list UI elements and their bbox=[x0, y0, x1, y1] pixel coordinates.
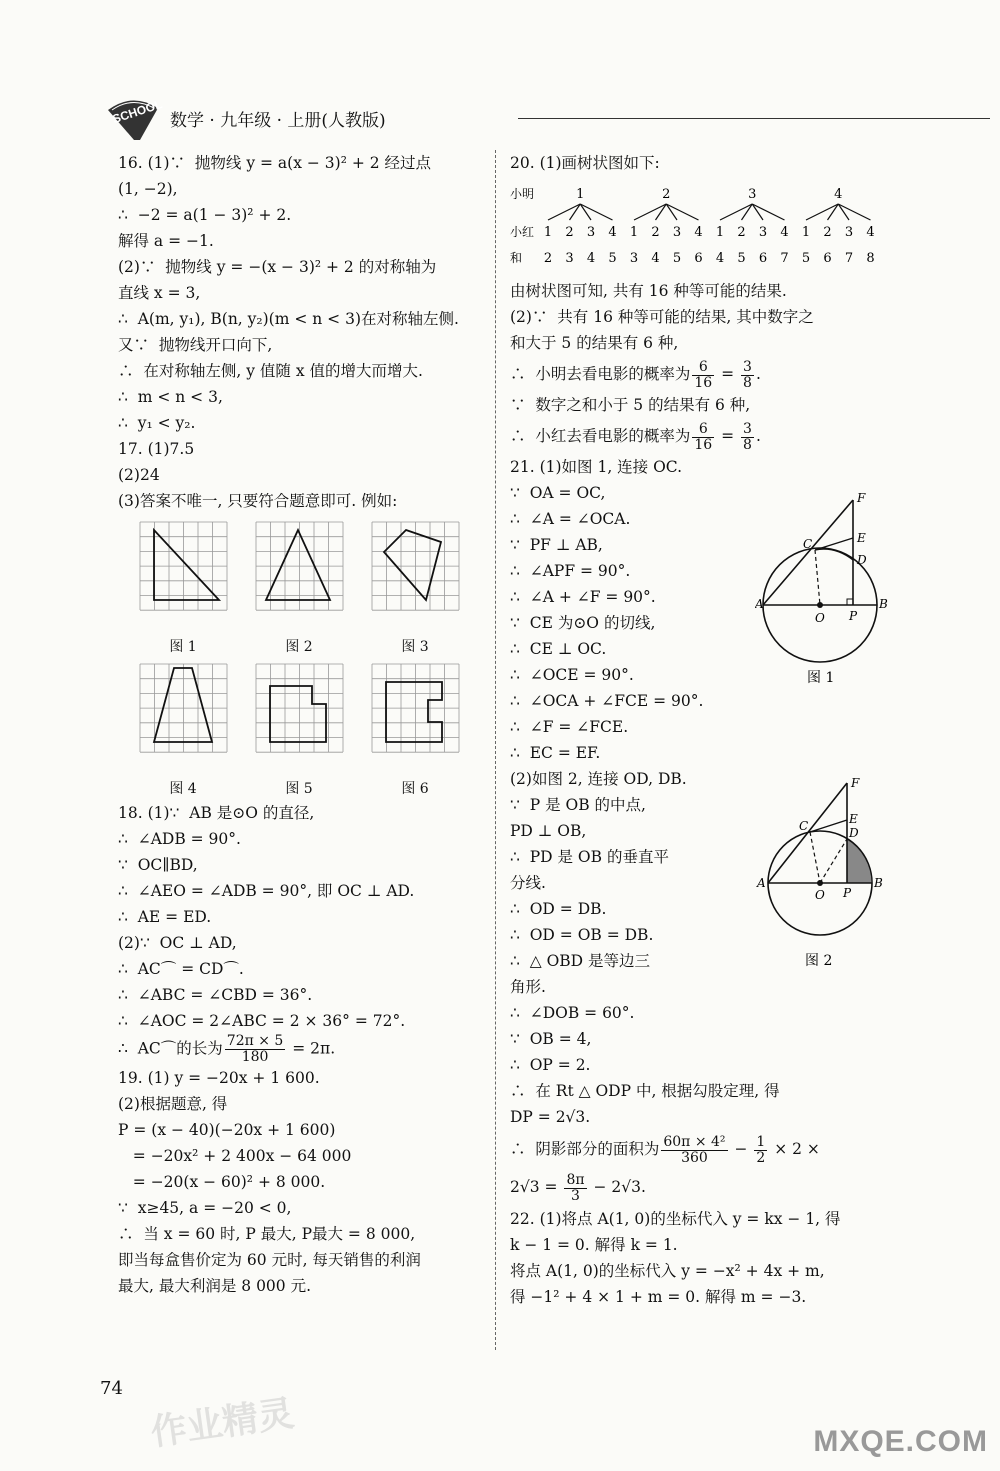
text-line: ∵ OC∥BD, bbox=[118, 856, 198, 874]
school-logo-icon bbox=[100, 90, 164, 142]
text-line: ∴ 当 x = 60 时, P 最大, P最大 = 8 000, bbox=[118, 1225, 416, 1243]
tree-sum: 8 bbox=[866, 251, 875, 266]
text-line: (2)如图 2, 连接 OD, DB. bbox=[510, 770, 687, 788]
text-line: ∵ P 是 OB 的中点, bbox=[510, 796, 646, 814]
text-line: 17. (1)7.5 bbox=[118, 440, 195, 458]
tree-root: 4 bbox=[834, 187, 843, 202]
text-line: ∴ ∠OCE = 90°. bbox=[510, 666, 634, 684]
text-line: ∴ ∠ADB = 90°. bbox=[118, 830, 241, 848]
tree-leaf: 1 bbox=[629, 225, 639, 240]
grid-kite-icon bbox=[366, 520, 464, 630]
tree-leaf: 4 bbox=[780, 225, 789, 240]
tree-sum: 4 bbox=[586, 251, 596, 266]
text-line: ∵ x≥45, a = −20 < 0, bbox=[118, 1199, 292, 1217]
tree-leaf: 3 bbox=[672, 225, 682, 240]
tree-sum: 7 bbox=[780, 251, 789, 266]
text-line: ∴ ∠A + ∠F = 90°. bbox=[510, 588, 656, 606]
text-line: 又∵ 抛物线开口向下, bbox=[118, 336, 273, 354]
tree-leaf: 4 bbox=[608, 225, 617, 240]
text-line: ∴ ∠AEO = ∠ADB = 90°, 即 OC ⊥ AD. bbox=[118, 882, 415, 900]
text-line: ∵ CE 为⊙O 的切线, bbox=[510, 614, 656, 632]
tree-leaf: 2 bbox=[823, 225, 832, 240]
text-line: 22. (1)将点 A(1, 0)的坐标代入 y = kx − 1, 得 bbox=[510, 1210, 841, 1228]
tree-root: 1 bbox=[576, 187, 585, 202]
tree-sum: 4 bbox=[715, 251, 725, 266]
column-divider bbox=[495, 150, 496, 1350]
tree-sum: 3 bbox=[629, 251, 639, 266]
circle-figure-1 bbox=[755, 490, 895, 700]
figure-1-label: 图 1 bbox=[169, 639, 197, 655]
text-line: ∴ AC⌒ = CD⌒. bbox=[118, 960, 244, 978]
right-answers-20 bbox=[510, 278, 890, 356]
grid-c-shape-icon bbox=[366, 662, 464, 772]
text-line: (2)∵ OC ⊥ AD, bbox=[118, 934, 237, 952]
fig2-point-C: C bbox=[799, 819, 809, 833]
figure-3-label: 图 3 bbox=[401, 639, 429, 655]
tree-sum: 2 bbox=[543, 251, 553, 266]
text-line: ∴ 在 Rt △ ODP 中, 根据勾股定理, 得 bbox=[510, 1082, 780, 1100]
left-answers-16-17 bbox=[118, 150, 480, 514]
tree-diagram bbox=[510, 184, 890, 268]
figure-3 bbox=[366, 520, 464, 656]
text-line: P = (x − 40)(−20x + 1 600) bbox=[118, 1121, 336, 1139]
figure-5-label: 图 5 bbox=[285, 781, 313, 797]
school-badge-text: SCHOOL bbox=[110, 97, 164, 127]
fig2-point-E: E bbox=[849, 812, 858, 826]
text-line: 最大, 最大利润是 8 000 元. bbox=[118, 1277, 312, 1295]
figure-row-2 bbox=[134, 662, 480, 798]
text-line: ∴ m < n < 3, bbox=[118, 388, 223, 406]
text-line: ∴ OD = OB = DB. bbox=[510, 926, 654, 944]
fig2-point-B: B bbox=[874, 876, 883, 890]
fig2-point-O: O bbox=[815, 888, 825, 902]
header-title: 数学 · 九年级 · 上册(人教版) bbox=[170, 111, 386, 131]
text-line: DP = 2√3. bbox=[510, 1108, 591, 1126]
text-line: ∴ ∠OCA + ∠FCE = 90°. bbox=[510, 692, 704, 710]
left-answers-18 bbox=[118, 800, 480, 1034]
tree-leaf: 3 bbox=[586, 225, 596, 240]
text-line: ∴ CE ⊥ OC. bbox=[510, 640, 607, 658]
fig2-point-F: F bbox=[851, 776, 860, 790]
fig1-point-C: C bbox=[803, 537, 813, 551]
tree-sum: 6 bbox=[823, 251, 832, 266]
grid-trapezoid-icon bbox=[134, 662, 232, 772]
text-line: ∴ AE = ED. bbox=[118, 908, 212, 926]
fig2-point-P: P bbox=[843, 886, 852, 900]
text-line: 和大于 5 的结果有 6 种, bbox=[510, 334, 679, 352]
area-line-2: 2√3 = $\frac{8\pi}{3}$ − 2√3. bbox=[510, 1171, 646, 1204]
page-header bbox=[100, 90, 900, 140]
right-answers-22 bbox=[510, 1206, 890, 1310]
figure-6 bbox=[366, 662, 464, 798]
tree-leaf: 4 bbox=[694, 225, 703, 240]
text-line: ∵ PF ⊥ AB, bbox=[510, 536, 603, 554]
text-line: (3)答案不唯一, 只要符合题意即可. 例如: bbox=[118, 492, 398, 510]
text-line: 直线 x = 3, bbox=[118, 284, 201, 302]
tree-sum: 5 bbox=[672, 251, 682, 266]
tree-leaf: 2 bbox=[737, 225, 746, 240]
text-line: PD ⊥ OB, bbox=[510, 822, 587, 840]
tree-leaf: 1 bbox=[715, 225, 725, 240]
fig1-point-A: A bbox=[755, 597, 764, 611]
text-line: (2)∵ 共有 16 种等可能的结果, 其中数字之 bbox=[510, 308, 814, 326]
text-line: 分线. bbox=[510, 874, 546, 892]
fig1-point-F: F bbox=[857, 491, 866, 505]
text-line: (2)根据题意, 得 bbox=[118, 1095, 228, 1113]
text-line: ∴ ∠AOC = 2∠ABC = 2 × 36° = 72°. bbox=[118, 1012, 406, 1030]
prob-xiaoming-line: ∴ 小明去看电影的概率为 $\frac{6}{16}$ = $\frac{3}{8}$ . bbox=[510, 358, 761, 391]
arc-fraction: $\frac{72\pi \times 5}{180}$ bbox=[226, 1033, 284, 1065]
tree-sum: 6 bbox=[694, 251, 703, 266]
text-line: 解得 a = −1. bbox=[118, 232, 214, 250]
text-line: ∴ y₁ < y₂. bbox=[118, 414, 196, 432]
text-line: (2)24 bbox=[118, 466, 160, 484]
text-line: ∴ −2 = a(1 − 3)² + 2. bbox=[118, 206, 292, 224]
tree-sum: 3 bbox=[565, 251, 574, 266]
grid-triangle-right-icon bbox=[134, 520, 232, 630]
tree-leaf: 4 bbox=[866, 225, 875, 240]
page-number: 74 bbox=[100, 1378, 123, 1399]
tree-sum: 5 bbox=[608, 251, 617, 266]
tree-sum: 6 bbox=[758, 251, 768, 266]
text-line: ∴ OD = DB. bbox=[510, 900, 607, 918]
figure-6-label: 图 6 bbox=[401, 781, 429, 797]
tree-leaf: 1 bbox=[543, 225, 553, 240]
text-line: ∴ △ OBD 是等边三 bbox=[510, 952, 651, 970]
fig1-point-E: E bbox=[857, 531, 866, 545]
text-line: 19. (1) y = −20x + 1 600. bbox=[118, 1069, 320, 1087]
watermark-site: MXQE.COM bbox=[813, 1425, 988, 1458]
text-line: (2)∵ 抛物线 y = −(x − 3)² + 2 的对称轴为 bbox=[118, 258, 437, 276]
tree-root: 2 bbox=[662, 187, 671, 202]
text-line: ∴ ∠ABC = ∠CBD = 36°. bbox=[118, 986, 313, 1004]
text-line: ∴ OP = 2. bbox=[510, 1056, 591, 1074]
left-column bbox=[118, 150, 480, 1299]
tree-leaf: 3 bbox=[844, 225, 854, 240]
figure-4-label: 图 4 bbox=[169, 781, 197, 797]
text-line: 16. (1)∵ 抛物线 y = a(x − 3)² + 2 经过点 bbox=[118, 154, 432, 172]
tree-sum: 5 bbox=[801, 251, 811, 266]
text-line: 由树状图可知, 共有 16 种等可能的结果. bbox=[510, 282, 787, 300]
right-column bbox=[510, 150, 890, 1310]
text-line: ∴ ∠F = ∠FCE. bbox=[510, 718, 629, 736]
fig1-label: 图 1 bbox=[807, 670, 835, 686]
tree-marks bbox=[544, 187, 875, 266]
tree-sum: 7 bbox=[844, 251, 854, 266]
figure-2 bbox=[250, 520, 348, 656]
text-line: 18. (1)∵ AB 是⊙O 的直径, bbox=[118, 804, 315, 822]
figure-1 bbox=[134, 520, 232, 656]
figure-4 bbox=[134, 662, 232, 798]
grid-notched-square-icon bbox=[250, 662, 348, 772]
prob-xiaohong-line: ∴ 小红去看电影的概率为 $\frac{6}{16}$ = $\frac{3}{8}$ . bbox=[510, 420, 761, 453]
tree-intro: 20. (1)画树状图如下: bbox=[510, 154, 660, 172]
tree-root: 3 bbox=[748, 187, 757, 202]
tree-label-he: 和 bbox=[510, 251, 523, 265]
text-line: = −20x² + 2 400x − 64 000 bbox=[118, 1147, 352, 1165]
text-line: 得 −1² + 4 × 1 + m = 0. 解得 m = −3. bbox=[510, 1288, 807, 1306]
figure-2-label: 图 2 bbox=[285, 639, 313, 655]
header-rule bbox=[518, 118, 990, 119]
text-line: ∵ OB = 4, bbox=[510, 1030, 592, 1048]
fig2-point-D: D bbox=[849, 826, 859, 840]
text-line: ∴ EC = EF. bbox=[510, 744, 601, 762]
text-line: ∴ ∠DOB = 60°. bbox=[510, 1004, 635, 1022]
text-line: = −20(x − 60)² + 8 000. bbox=[118, 1173, 326, 1191]
text-line: ∴ ∠A = ∠OCA. bbox=[510, 510, 631, 528]
fig1-point-O: O bbox=[815, 611, 825, 625]
text-line: ∴ ∠APF = 90°. bbox=[510, 562, 631, 580]
tree-leaf: 1 bbox=[801, 225, 811, 240]
text-line: k − 1 = 0. 解得 k = 1. bbox=[510, 1236, 678, 1254]
area-line-1: ∴ 阴影部分的面积为 $\frac{\text{60π × 4²}}{360}$ − $\frac{1}{2}$ × 2 × bbox=[510, 1133, 820, 1166]
watermark-left: 作业精灵 bbox=[148, 1392, 297, 1454]
tree-leaf: 2 bbox=[651, 225, 660, 240]
text-line: ∴ PD 是 OB 的垂直平 bbox=[510, 848, 669, 866]
arc-length-line: ∴ AC⌒的长为 $\frac{72\pi \times 5}{180}$ = 2π. bbox=[118, 1033, 336, 1065]
fig2-label: 图 2 bbox=[805, 953, 833, 969]
sum-less-line: ∵ 数字之和小于 5 的结果有 6 种, bbox=[510, 396, 751, 414]
circle-figure-2 bbox=[755, 775, 895, 975]
tree-sum: 5 bbox=[737, 251, 746, 266]
tree-leaf: 3 bbox=[758, 225, 768, 240]
text-line: ∵ OA = OC, bbox=[510, 484, 606, 502]
text-line: ∴ A(m, y₁), B(n, y₂)(m < n < 3)在对称轴左侧. bbox=[118, 310, 459, 328]
tree-sum: 4 bbox=[651, 251, 660, 266]
text-line: ∴ 在对称轴左侧, y 值随 x 值的增大而增大. bbox=[118, 362, 423, 380]
tree-label-xiaoming: 小明 bbox=[510, 187, 535, 201]
grid-triangle-isosceles-icon bbox=[250, 520, 348, 630]
text-line: 即当每盒售价定为 60 元时, 每天销售的利润 bbox=[118, 1251, 421, 1269]
fig2-point-A: A bbox=[757, 876, 766, 890]
fig1-point-D: D bbox=[857, 553, 867, 567]
text-line: 角形. bbox=[510, 978, 546, 996]
figure-5 bbox=[250, 662, 348, 798]
text-line: (1, −2), bbox=[118, 180, 178, 198]
left-answers-19 bbox=[118, 1065, 480, 1299]
fig1-point-P: P bbox=[849, 609, 858, 623]
tree-label-xiaohong: 小红 bbox=[510, 225, 535, 239]
text-line: 将点 A(1, 0)的坐标代入 y = −x² + 4x + m, bbox=[510, 1262, 825, 1280]
fig1-point-B: B bbox=[879, 597, 888, 611]
tree-leaf: 2 bbox=[565, 225, 574, 240]
text-line: 21. (1)如图 1, 连接 OC. bbox=[510, 458, 683, 476]
figure-row-1 bbox=[134, 520, 480, 656]
